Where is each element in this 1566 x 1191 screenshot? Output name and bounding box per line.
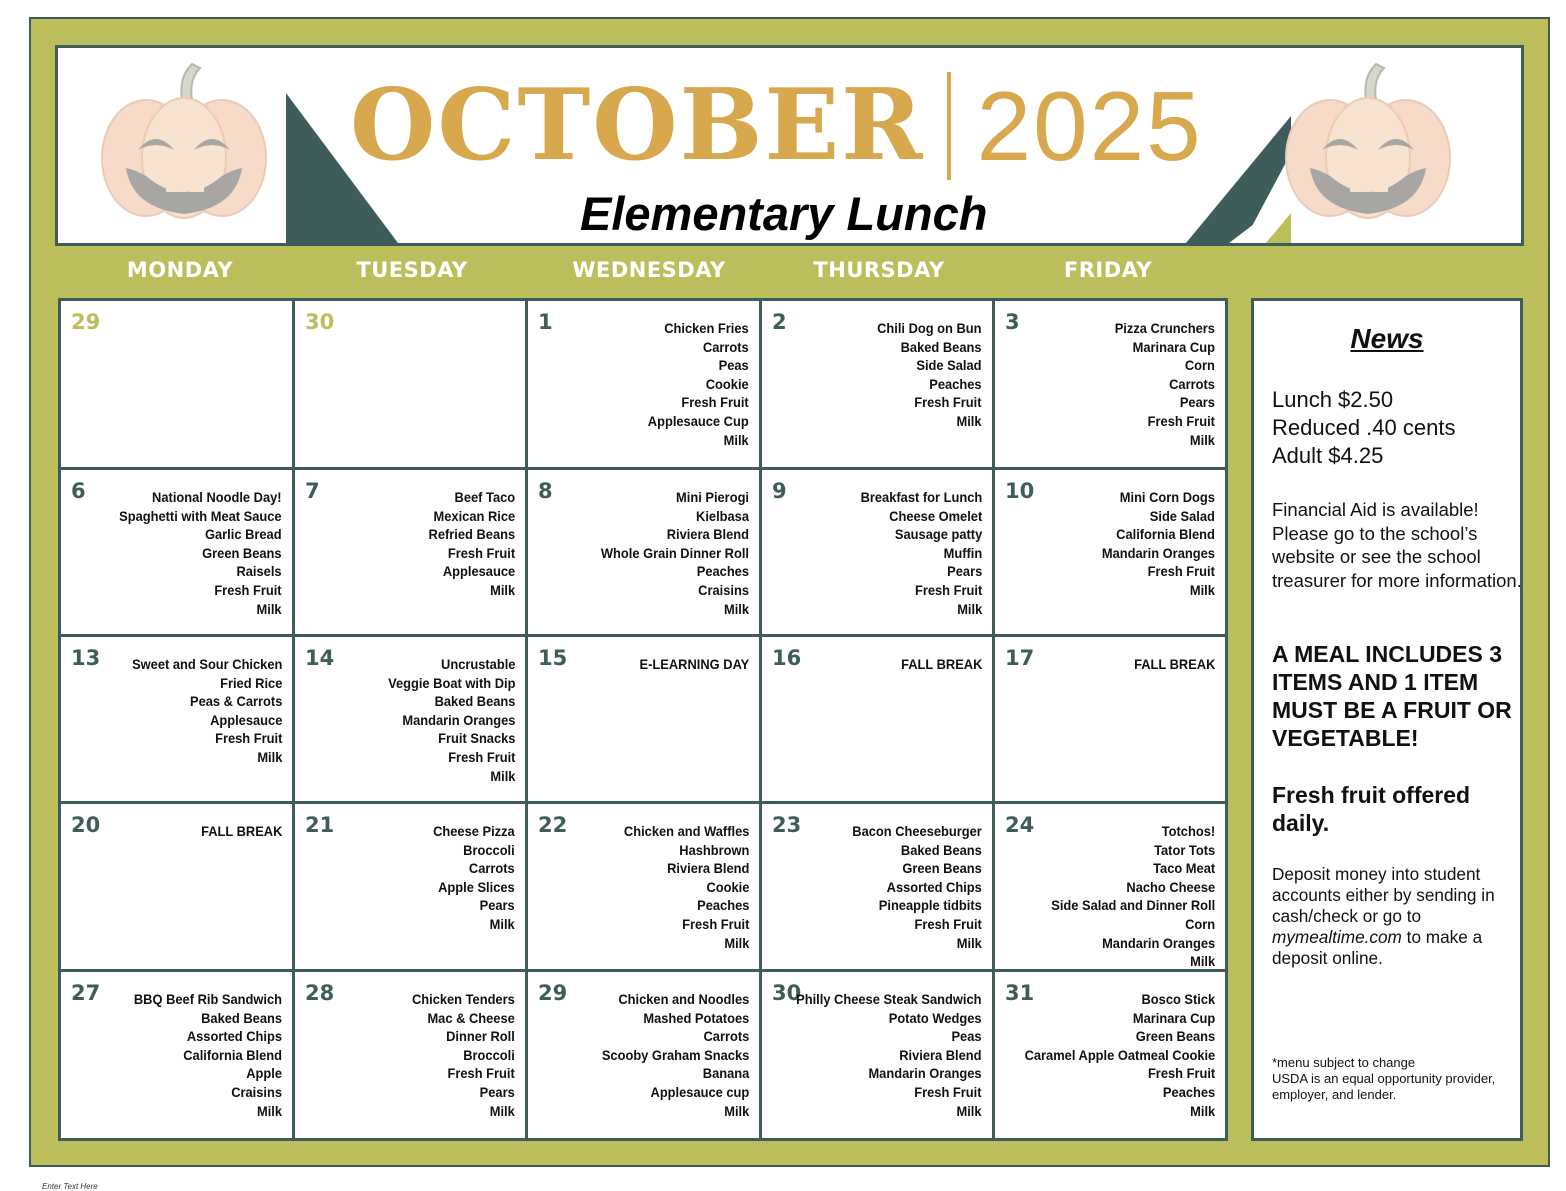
menu-item-list — [901, 655, 982, 674]
menu-item: Marinara Cup — [1132, 338, 1215, 355]
menu-item: Garlic Bread — [205, 526, 282, 543]
menu-item-list — [132, 655, 282, 767]
menu-item: Mandarin Oranges — [401, 711, 515, 728]
day-number: 29 — [538, 981, 568, 1005]
day-number: 7 — [305, 479, 320, 503]
menu-item-list — [602, 990, 749, 1120]
menu-item: California Blend — [183, 1046, 282, 1063]
deposit-text: Deposit money into student accounts either by sending in cash/check or go to — [1272, 864, 1495, 926]
day-number: 27 — [71, 981, 101, 1005]
day-cell — [995, 637, 1225, 804]
menu-item: Craisins — [231, 1083, 282, 1100]
menu-item-list — [120, 488, 282, 618]
menu-item: Dinner Roll — [446, 1028, 515, 1045]
menu-item: Assorted Chips — [186, 1028, 282, 1045]
menu-item: Veggie Boat with Dip — [387, 674, 515, 691]
menu-item: Baked Beans — [434, 693, 515, 710]
menu-item: Milk — [723, 600, 749, 617]
menu-item: Apple — [246, 1065, 282, 1082]
menu-item: Mini Pierogi — [676, 489, 749, 505]
day-cell — [295, 470, 528, 637]
menu-item: Fresh Fruit — [1147, 1065, 1215, 1082]
menu-item: Mandarin Oranges — [1101, 934, 1215, 951]
menu-item: Applesauce — [209, 711, 282, 728]
menu-item: Scooby Graham Snacks — [601, 1046, 749, 1063]
menu-item: Chicken Fries — [664, 320, 749, 336]
menu-item: Mac & Cheese — [427, 1009, 515, 1026]
day-cell — [61, 804, 295, 972]
menu-item: Broccoli — [463, 1046, 515, 1063]
day-cell — [295, 972, 528, 1138]
menu-item: Marinara Cup — [1132, 1009, 1215, 1026]
deposit-note — [1272, 864, 1522, 969]
day-number: 2 — [772, 310, 787, 334]
day-number: 9 — [772, 479, 787, 503]
menu-item-list — [878, 319, 982, 431]
day-number: 29 — [71, 310, 101, 334]
menu-item: Milk — [1189, 581, 1215, 598]
menu-item: Chicken Tenders — [412, 991, 515, 1007]
menu-item: Pineapple tidbits — [878, 897, 982, 914]
menu-item: Green Beans — [1135, 1028, 1215, 1045]
day-number: 23 — [772, 813, 802, 837]
year: 2025 — [976, 71, 1203, 181]
menu-item: Green Beans — [202, 544, 282, 561]
menu-item-list — [1051, 822, 1215, 971]
menu-item: Fresh Fruit — [914, 1083, 982, 1100]
menu-item: Uncrustable — [440, 656, 515, 672]
day-cell — [762, 301, 995, 470]
day-cell — [61, 470, 295, 637]
menu-item: Sweet and Sour Chicken — [131, 656, 282, 672]
price-reduced: Reduced .40 cents — [1272, 415, 1456, 440]
day-cell — [528, 470, 762, 637]
menu-item: Riviera Blend — [666, 526, 749, 543]
day-cell — [528, 301, 762, 470]
menu-item: Cheese Omelet — [888, 507, 982, 524]
menu-item: Refried Beans — [428, 526, 515, 543]
menu-item: Spaghetti with Meat Sauce — [119, 507, 282, 524]
day-cell — [61, 972, 295, 1138]
menu-item: FALL BREAK — [200, 823, 282, 839]
menu-item-list — [624, 822, 749, 952]
menu-item: Milk — [956, 1102, 982, 1119]
menu-item: Milk — [489, 915, 515, 932]
menu-item: Riviera Blend — [899, 1046, 982, 1063]
day-cell — [61, 637, 295, 804]
day-number: 13 — [71, 646, 101, 670]
menu-item: Caramel Apple Oatmeal Cookie — [1024, 1046, 1215, 1063]
day-cell — [762, 972, 995, 1138]
menu-item: E-LEARNING DAY — [639, 656, 749, 672]
menu-item: Corn — [1184, 915, 1215, 932]
day-cell — [995, 301, 1225, 470]
menu-item: Kielbasa — [696, 507, 749, 524]
menu-item: Milk — [489, 1102, 515, 1119]
day-number: 15 — [538, 646, 568, 670]
menu-item: Taco Meat — [1152, 860, 1215, 877]
menu-item: National Noodle Day! — [152, 489, 282, 505]
menu-item: Milk — [1189, 1102, 1215, 1119]
menu-item-list — [1115, 319, 1215, 449]
day-cell — [528, 637, 762, 804]
menu-item-list — [797, 990, 982, 1120]
day-number: 30 — [305, 310, 335, 334]
menu-item: Fresh Fruit — [447, 1065, 515, 1082]
menu-item: Green Beans — [902, 860, 982, 877]
menu-item-list — [1024, 990, 1215, 1120]
menu-item: Peaches — [696, 897, 749, 914]
menu-item-list — [648, 319, 749, 449]
menu-item: Milk — [723, 1102, 749, 1119]
menu-item: Milk — [1189, 953, 1215, 970]
menu-item: Mandarin Oranges — [868, 1065, 982, 1082]
price-adult: Adult $4.25 — [1272, 443, 1384, 468]
menu-item: Peaches — [1162, 1083, 1215, 1100]
menu-item-list — [1102, 488, 1215, 600]
menu-item-list — [639, 655, 749, 674]
menu-item: Carrots — [703, 338, 749, 355]
day-number: 28 — [305, 981, 335, 1005]
day-cell — [995, 804, 1225, 972]
menu-item: Peas — [718, 357, 749, 374]
day-number: 20 — [71, 813, 101, 837]
menu-item-list — [412, 990, 515, 1120]
menu-item: Milk — [256, 748, 282, 765]
day-number: 22 — [538, 813, 568, 837]
menu-item: Carrots — [1169, 375, 1215, 392]
menu-item: Totchos! — [1161, 823, 1215, 839]
day-cell — [762, 637, 995, 804]
menu-item: Milk — [723, 431, 749, 448]
menu-item: Pears — [479, 897, 515, 914]
menu-item: Milk — [1189, 431, 1215, 448]
menu-item: Mashed Potatoes — [643, 1009, 749, 1026]
day-number: 21 — [305, 813, 335, 837]
menu-item: Applesauce cup — [650, 1083, 749, 1100]
menu-item: Riviera Blend — [666, 860, 749, 877]
menu-item: Philly Cheese Steak Sandwich — [796, 991, 982, 1007]
weekday-monday: MONDAY — [126, 258, 234, 282]
menu-item: Sausage patty — [894, 526, 982, 543]
menu-item: Milk — [956, 412, 982, 429]
menu-item: Fresh Fruit — [214, 730, 282, 747]
menu-item-list — [201, 822, 282, 841]
menu-item: Fresh Fruit — [914, 915, 982, 932]
menu-item: Milk — [489, 581, 515, 598]
month-name: OCTOBER — [350, 68, 925, 183]
weekday-thursday: THURSDAY — [813, 258, 945, 282]
menu-calendar-grid — [58, 298, 1228, 1141]
menu-item: Milk — [256, 600, 282, 617]
menu-item: Applesauce Cup — [648, 412, 749, 429]
jack-o-lantern-icon — [1280, 58, 1456, 223]
menu-item: Carrots — [703, 1028, 749, 1045]
day-number: 10 — [1005, 479, 1035, 503]
deposit-text-end: to make a deposit online. — [1272, 927, 1483, 968]
menu-item: Bosco Stick — [1141, 991, 1215, 1007]
menu-item: California Blend — [1116, 526, 1215, 543]
menu-item: Side Salad — [1149, 507, 1215, 524]
day-cell — [528, 804, 762, 972]
title-separator — [947, 72, 951, 180]
menu-item-list — [1134, 655, 1215, 674]
menu-item-list — [852, 822, 982, 952]
menu-item: BBQ Beef Rib Sandwich — [133, 991, 282, 1007]
menu-change-note: *menu subject to change — [1272, 1055, 1416, 1070]
menu-item-list — [388, 655, 515, 785]
menu-item: Fresh Fruit — [914, 394, 982, 411]
menu-item: Mini Corn Dogs — [1119, 489, 1215, 505]
menu-item: Side Salad and Dinner Roll — [1051, 897, 1215, 914]
menu-item: Chili Dog on Bun — [877, 320, 982, 336]
menu-item-list — [433, 822, 515, 934]
weekday-header-row — [0, 258, 1566, 290]
menu-item-list — [860, 488, 982, 618]
menu-item: Milk — [956, 934, 982, 951]
news-panel — [1251, 298, 1523, 1141]
menu-item: Baked Beans — [901, 841, 982, 858]
menu-item: Milk — [256, 1102, 282, 1119]
menu-item: Mandarin Oranges — [1101, 544, 1215, 561]
menu-item: Fresh Fruit — [1147, 563, 1215, 580]
menu-item: Cookie — [706, 375, 749, 392]
menu-item: Potato Wedges — [889, 1009, 982, 1026]
menu-item: Whole Grain Dinner Roll — [600, 544, 749, 561]
day-number: 3 — [1005, 310, 1020, 334]
menu-item: Assorted Chips — [886, 878, 982, 895]
menu-item: Muffin — [943, 544, 982, 561]
menu-item: Nacho Cheese — [1126, 878, 1215, 895]
day-cell — [295, 804, 528, 972]
weekday-tuesday: TUESDAY — [356, 258, 468, 282]
menu-item: Craisins — [698, 581, 749, 598]
day-number: 24 — [1005, 813, 1035, 837]
menu-item-list — [428, 488, 515, 600]
menu-item: Cookie — [706, 878, 749, 895]
day-cell — [295, 301, 528, 470]
menu-item: Peas — [951, 1028, 982, 1045]
day-cell — [995, 470, 1225, 637]
menu-item: Peas & Carrots — [189, 693, 282, 710]
menu-item: Pears — [479, 1083, 515, 1100]
menu-item: Fresh Fruit — [447, 748, 515, 765]
day-cell — [61, 301, 295, 470]
menu-item: Carrots — [469, 860, 515, 877]
day-number: 14 — [305, 646, 335, 670]
menu-item: Mexican Rice — [433, 507, 515, 524]
menu-item: Side Salad — [916, 357, 982, 374]
menu-item: Fruit Snacks — [437, 730, 515, 747]
menu-item: Fried Rice — [219, 674, 282, 691]
header-banner — [55, 45, 1524, 246]
menu-item: Fresh Fruit — [214, 581, 282, 598]
financial-aid-note: Financial Aid is available! Please go to the school’s website or see the school treasurer for more information. — [1272, 499, 1522, 591]
menu-item: Pizza Crunchers — [1114, 320, 1215, 336]
menu-item: Fresh Fruit — [914, 581, 982, 598]
jack-o-lantern-icon — [96, 58, 272, 223]
menu-item: Fresh Fruit — [681, 915, 749, 932]
menu-item: Tator Tots — [1153, 841, 1215, 858]
weekday-wednesday: WEDNESDAY — [572, 258, 726, 282]
menu-item: FALL BREAK — [900, 656, 982, 672]
menu-item: Corn — [1184, 357, 1215, 374]
day-number: 16 — [772, 646, 802, 670]
fresh-fruit-note: Fresh fruit offered daily. — [1272, 782, 1471, 836]
menu-item: Pears — [946, 563, 982, 580]
menu-item: Banana — [702, 1065, 749, 1082]
menu-item: FALL BREAK — [1133, 656, 1215, 672]
menu-item: Pears — [1179, 394, 1215, 411]
menu-item: Chicken and Waffles — [623, 823, 749, 839]
month-title — [350, 66, 1203, 186]
meal-rule-note: A MEAL INCLUDES 3 ITEMS AND 1 ITEM MUST BE A FRUIT OR VEGETABLE! — [1272, 641, 1512, 751]
fine-print — [1272, 1055, 1522, 1103]
day-cell — [762, 470, 995, 637]
menu-item: Peaches — [696, 563, 749, 580]
news-title: News — [1350, 323, 1424, 354]
day-number: 30 — [772, 981, 802, 1005]
menu-item: Fresh Fruit — [1147, 412, 1215, 429]
price-lunch: Lunch $2.50 — [1272, 387, 1394, 412]
menu-item: Chicken and Noodles — [618, 991, 749, 1007]
menu-item: Baked Beans — [901, 338, 982, 355]
menu-item: Applesauce — [442, 563, 515, 580]
menu-item: Apple Slices — [438, 878, 515, 895]
menu-item: Raisels — [236, 563, 282, 580]
menu-item-list — [601, 488, 749, 618]
menu-item: Fresh Fruit — [681, 394, 749, 411]
menu-item: Breakfast for Lunch — [860, 489, 982, 505]
menu-item: Broccoli — [463, 841, 515, 858]
day-number: 31 — [1005, 981, 1035, 1005]
day-cell — [762, 804, 995, 972]
menu-item: Cheese Pizza — [433, 823, 515, 839]
footer-placeholder[interactable]: Enter Text Here — [42, 1182, 98, 1191]
menu-item: Peaches — [929, 375, 982, 392]
page-subtitle: Elementary Lunch — [580, 187, 988, 240]
menu-item: Hashbrown — [678, 841, 749, 858]
menu-item: Beef Taco — [454, 489, 515, 505]
day-number: 6 — [71, 479, 86, 503]
menu-item: Milk — [723, 934, 749, 951]
menu-item: Baked Beans — [201, 1009, 282, 1026]
menu-item: Bacon Cheeseburger — [852, 823, 982, 839]
mymealtime-link[interactable]: mymealtime.com — [1272, 927, 1402, 947]
usda-statement: USDA is an equal opportunity provider, employer, and lender. — [1272, 1071, 1496, 1102]
day-cell — [528, 972, 762, 1138]
day-cell — [295, 637, 528, 804]
day-number: 8 — [538, 479, 553, 503]
day-cell — [995, 972, 1225, 1138]
day-number: 1 — [538, 310, 553, 334]
weekday-friday: FRIDAY — [1063, 258, 1153, 282]
menu-item: Milk — [956, 600, 982, 617]
day-number: 17 — [1005, 646, 1035, 670]
menu-item: Fresh Fruit — [447, 544, 515, 561]
menu-item-list — [134, 990, 282, 1120]
menu-item: Milk — [489, 767, 515, 784]
